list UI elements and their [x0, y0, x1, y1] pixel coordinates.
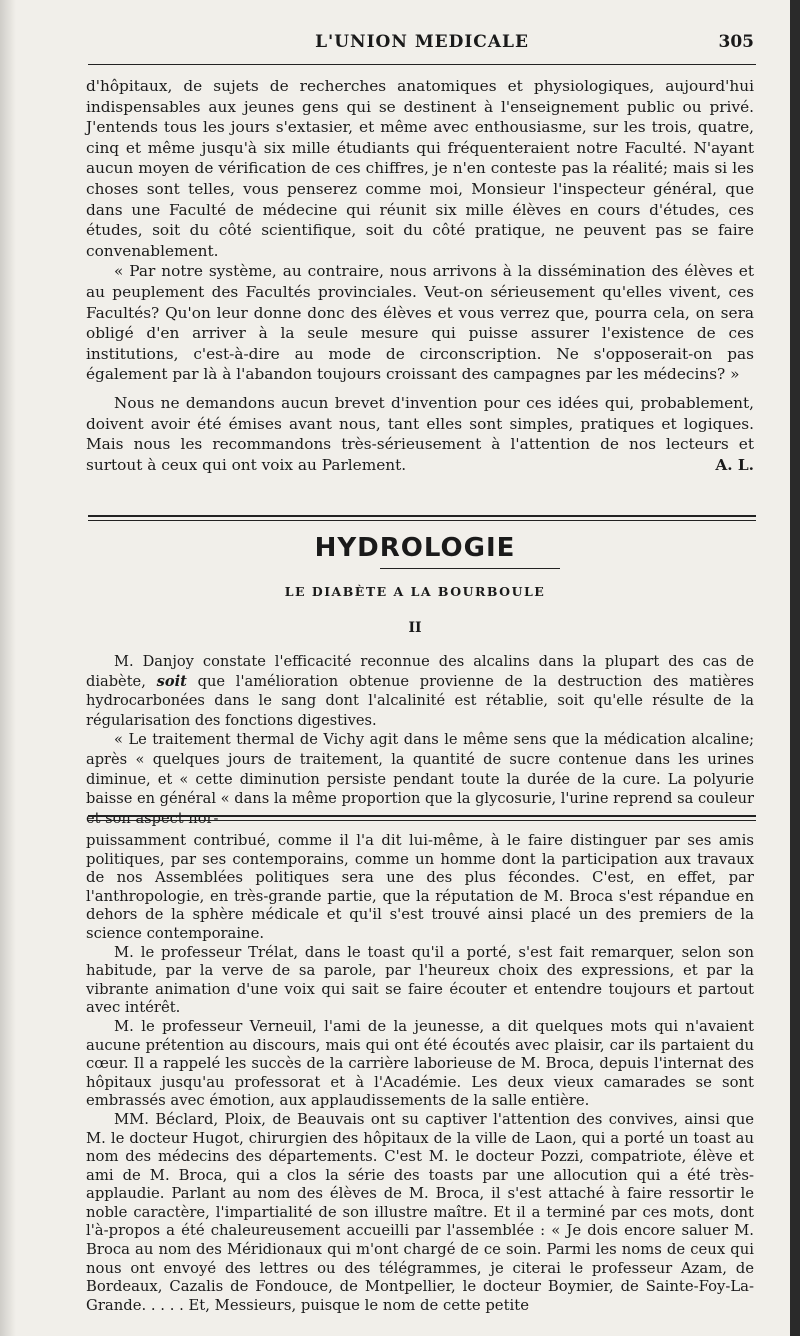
page-edge-shadow	[0, 0, 16, 1336]
top-article	[86, 76, 754, 475]
paragraph: « Par notre système, au contraire, nous arrivons à la dissémination des élèves et au peuplement des Facultés provinciales. Veut-on sérieusement qu'elles vivent, ces Facultés? Qu'on leur donne donc des élèves et vous verrez que, pourra cela, on sera obligé d'en arriver à la seule mesure qui puisse assurer l'existence de ces institutions, c'est-à-dire au mode de circonscription. Ne s'opposerait-on pas également par là à l'abandon toujours croissant des campagnes par les médecins? »	[86, 262, 754, 384]
emphasis: soit	[156, 672, 187, 690]
title-underline	[380, 568, 560, 569]
paragraph-text: Nous ne demandons aucun brevet d'invention pour ces idées qui, probablement, doivent avoir été émises avant nous, tant elles sont simples, pratiques et logiques. Mais nous les recommandons très-sérieusement à l'attention de nos lecteurs et surtout à ceux qui ont voix au Parlement.	[86, 393, 754, 474]
page-header	[90, 32, 754, 56]
section-part-number: II	[408, 620, 422, 636]
running-title: L'UNION MEDICALE	[315, 32, 529, 52]
section-subtitle: LE DIABÈTE A LA BOURBOULE	[284, 584, 546, 599]
header-rule	[88, 64, 756, 65]
paragraph	[86, 652, 754, 730]
paragraph-text: M. Danjoy constate l'efficacité reconnue des alcalins dans la plupart des cas de diabète,	[86, 653, 754, 690]
paragraph: M. le professeur Verneuil, l'ami de la jeunesse, a dit quelques mots qui n'avaient aucune prétention au discours, mais qui ont été écoutés avec plaisir, car ils partaient du cœur. Il a rappelé les succès de la carrière laborieuse de M. Broca, depuis l'internat des hôpitaux jusqu'au professorat et à l'Académie. Les deux vieux camarades se sont embrassés avec émotion, aux applaudissements de la salle entière.	[86, 1017, 754, 1110]
paragraph: MM. Béclard, Ploix, de Beauvais ont su captiver l'attention des convives, ainsi que M. le docteur Hugot, chirurgien des hôpitaux de la ville de Laon, qui a porté un toast au nom des médecins des départements. C'est M. le docteur Pozzi, compatriote, élève et ami de M. Broca, qui a clos la série des toasts par une allocution qui a été très-applaudie. Parlant au nom des élèves de M. Broca, il s'est attaché à faire ressortir le noble caractère, l'impartialité de son illustre maître. Et il a terminé par ces mots, dont l'à-propos a été chaleureusement accueilli par l'assemblée : « Je dois encore saluer M. Broca au nom des Méridionaux qui m'ont chargé de ce soin. Parmi les noms de ceux qui nous ont envoyé des lettres ou des télégrammes, je citerai le professeur Azam, de Bordeaux, Cazalis de Fondouce, de Montpellier, le docteur Boymier, de Sainte-Foy-La-Grande. . . . . Et, Messieurs, puisque le nom de cette petite	[86, 1110, 754, 1314]
paragraph: puissamment contribué, comme il l'a dit lui-même, à le faire distinguer par ses amis politiques, par ses contemporains, comme un homme dont la participation aux travaux de nos Assemblées politiques sera une des plus fécondes. C'est, en effet, par l'anthropologie, en très-grande partie, que la réputation de M. Broca s'est répandue en dehors de la sphère médicale et qu'il s'est trouvé ainsi placé un des premiers de la science contemporaine.	[86, 832, 754, 942]
page-number: 305	[718, 32, 754, 52]
paragraph: d'hôpitaux, de sujets de recherches anatomiques et physiologiques, aujourd'hui indispensables aux jeunes gens qui se destinent à l'enseignement public ou privé. J'entends tous les jours s'extasier, et même avec enthousiasme, sur les trois, quatre, cinq et même jusqu'à six mille étudiants qui fréquenteraient notre Faculté. N'ayant aucun moyen de vérification de ces chiffres, je n'en conteste pas la réalité; mais si les choses sont telles, vous penserez comme moi, Monsieur l'inspecteur général, que dans une Faculté de médecine qui réunit six mille élèves en cours d'études, ces études, soit du côté scientifique, soit du côté pratique, ne peuvent pas se faire convenablement.	[86, 77, 754, 260]
feuilleton-rule-bottom	[88, 820, 756, 821]
paragraph	[86, 393, 754, 475]
section-rule-top	[88, 515, 756, 517]
feuilleton-article	[86, 832, 754, 1315]
signature: A. L.	[715, 455, 754, 474]
hydrology-article	[86, 652, 754, 828]
paragraph-text: que l'amélioration obtenue provienne de la destruction des matières hydrocarbonées dans le sang dont l'alcalinité est rétablie, soit qu'elle résulte de la régularisation des fonctions digestives.	[86, 672, 755, 729]
section-title: HYDROLOGIE	[314, 533, 516, 563]
paragraph: M. le professeur Trélat, dans le toast qu'il a porté, s'est fait remarquer, selon son habitude, par la verve de sa parole, par l'heureux choix des expressions, et par la vibrante animation d'une voix qui sait se faire écouter et entendre toujours et partout avec intérêt.	[86, 943, 754, 1017]
feuilleton-rule-top	[88, 815, 756, 817]
paragraph: « Le traitement thermal de Vichy agit dans le même sens que la médication alcaline; après « quelques jours de traitement, la quantité de sucre contenue dans les urines diminue, et « cette diminution persiste pendant toute la durée de la cure. La polyurie baisse en général « dans la même proportion que la glycosurie, l'urine reprend sa couleur et son aspect nor-	[86, 731, 754, 827]
section-rule-bottom	[88, 520, 756, 521]
